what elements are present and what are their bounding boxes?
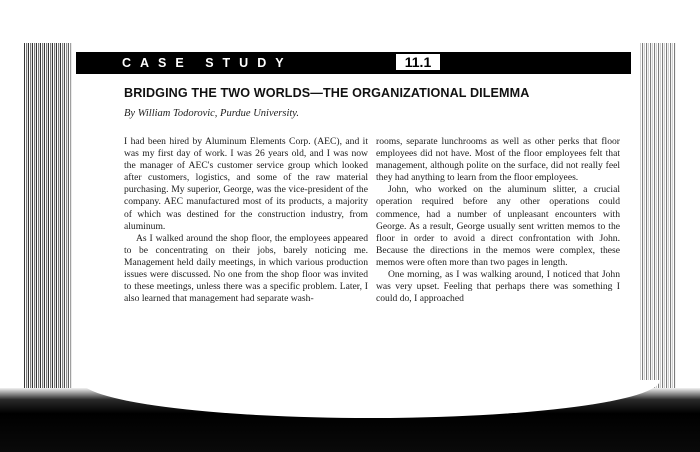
paragraph: As I walked around the shop floor, the employees appeared to be concentrating on their jobs, barely noticing me. Management held daily meetings, in which various production issues were discussed. No one from the shop floor was invited to these meetings, unless there was a specific problem. Later, I also learned that management had separate wash-	[124, 232, 368, 305]
case-study-number: 11.1	[395, 53, 441, 71]
text-column-right	[376, 136, 620, 305]
paragraph: One morning, as I was walking around, I noticed that John was very upset. Feeling that perhaps there was something I could do, I approached	[376, 269, 620, 305]
article-title: BRIDGING THE TWO WORLDS—THE ORGANIZATIONAL DILEMMA	[124, 86, 530, 100]
spine-fade	[60, 43, 100, 403]
paragraph: rooms, separate lunchrooms as well as other perks that floor employees did not have. Most of the floor employees felt that management, although polite on the surface, did not really feel they had anything to learn from the floor employees.	[376, 136, 620, 184]
text-column-left	[124, 136, 368, 305]
page-edge-right	[640, 43, 676, 403]
paragraph: I had been hired by Aluminum Elements Corp. (AEC), and it was my first day of work. I was 26 years old, and I was now the manager of AEC's customer service group which looked after customers, logistics, and some of the raw material purchasing. My superior, George, was the vice-president of the company. AEC manufactured most of its products, a majority of which was destined for the construction industry, from aluminum.	[124, 136, 368, 232]
article-byline: By William Todorovic, Purdue University.	[124, 108, 299, 119]
paragraph: John, who worked on the aluminum slitter, a crucial operation required before any other operations could commence, had a number of unpleasant encounters with George. As a result, George usually sent written memos to the floor in order to avoid a direct confrontation with John. Because the directions in the memos were complex, these memos were often more than two pages in length.	[376, 184, 620, 268]
case-study-label: CASE STUDY	[122, 56, 293, 70]
case-study-banner	[76, 52, 631, 74]
